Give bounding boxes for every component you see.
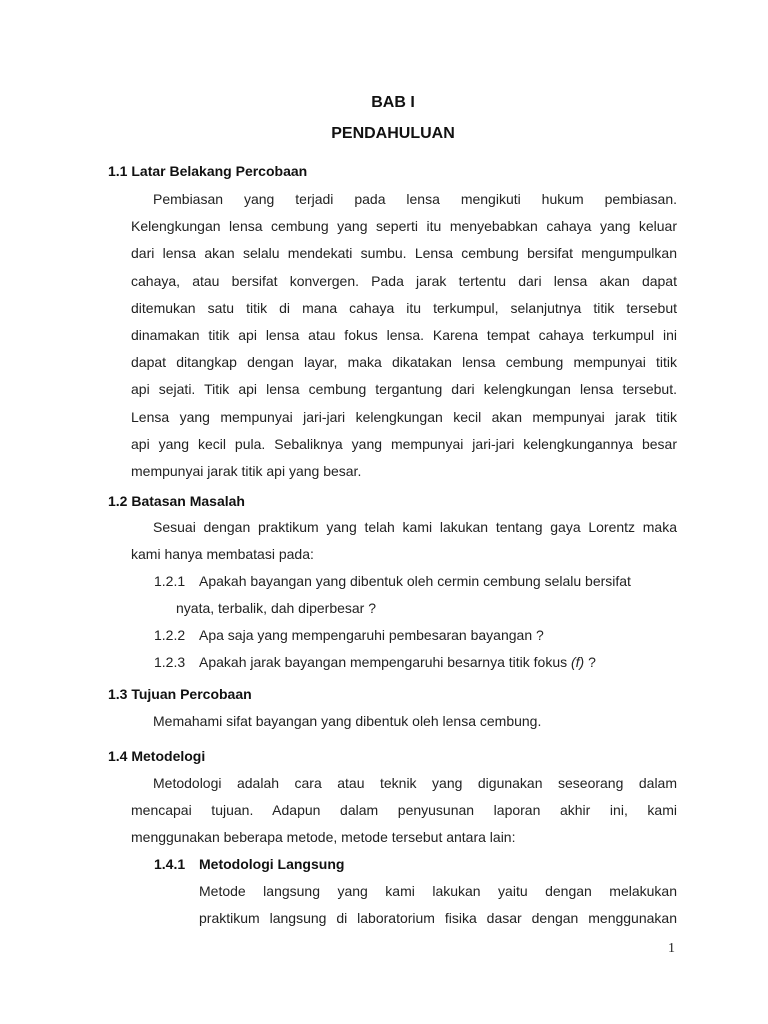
- paragraph-line: dari lensa akan selalu mendekati sumbu. Lensa cembung bersifat mengumpulkan: [131, 245, 677, 262]
- list-text: Apa saja yang mempengaruhi pembesaran bayangan ?: [199, 627, 544, 643]
- paragraph-line: Lensa yang mempunyai jari-jari kelengkungan kecil akan mempunyai jarak titik: [131, 408, 677, 425]
- section-1-3-paragraph: [131, 708, 677, 735]
- subsection-title: Metodologi Langsung: [199, 856, 345, 872]
- list-number: 1.2.3: [154, 654, 186, 670]
- section-1-4-paragraph: [131, 770, 677, 852]
- paragraph-line: menggunakan beberapa metode, metode tersebut antara lain:: [131, 829, 516, 846]
- paragraph-line: ditemukan satu titik di mana cahaya itu terkumpul, selanjutnya titik tersebut: [131, 299, 677, 316]
- paragraph-line: Memahami sifat bayangan yang dibentuk oleh lensa cembung.: [153, 713, 542, 729]
- list-item-1-2-3: [154, 649, 596, 676]
- list-number: 1.2.2: [154, 627, 186, 643]
- paragraph-line: Kelengkungan lensa cembung yang seperti itu menyebabkan cahaya yang keluar: [131, 218, 677, 235]
- paragraph-line: Metode langsung yang kami lakukan yaitu dengan melakukan: [199, 883, 677, 899]
- paragraph-line: Sesuai dengan praktikum yang telah kami lakukan tentang gaya Lorentz maka: [153, 519, 677, 535]
- section-1-2-paragraph: [131, 514, 677, 568]
- paragraph-line: cahaya, atau bersifat konvergen. Pada jarak tertentu dari lensa akan dapat: [131, 272, 677, 289]
- list-text-end: ?: [584, 654, 596, 670]
- list-number: 1.2.1: [154, 573, 186, 589]
- section-heading-1-3: 1.3 Tujuan Percobaan: [108, 686, 252, 702]
- paragraph-line: dinamakan titik api lensa atau fokus lensa. Karena tempat cahaya terkumpul ini: [131, 326, 677, 343]
- paragraph-line: Metodologi adalah cara atau teknik yang digunakan seseorang dalam: [153, 775, 677, 791]
- section-1-1-paragraph: [131, 186, 677, 485]
- list-text: Apakah jarak bayangan mempengaruhi besarnya titik fokus: [199, 654, 571, 670]
- chapter-title: PENDAHULUAN: [331, 125, 455, 142]
- subsection-1-4-1-paragraph: [199, 878, 677, 932]
- page-number: 1: [668, 941, 675, 956]
- chapter-label: BAB I: [371, 94, 415, 111]
- subsection-number: 1.4.1: [154, 856, 186, 872]
- section-heading-1-1: 1.1 Latar Belakang Percobaan: [108, 163, 308, 179]
- paragraph-line: Pembiasan yang terjadi pada lensa mengikuti hukum pembiasan.: [153, 191, 677, 207]
- paragraph-line: api yang kecil pula. Sebaliknya yang mempunyai jari-jari kelengkungannya besar: [131, 435, 677, 452]
- paragraph-line: mencapai tujuan. Adapun dalam penyusunan laporan akhir ini, kami: [131, 802, 677, 819]
- list-item-1-2-1: [154, 568, 631, 622]
- paragraph-line: mempunyai jarak titik api yang besar.: [131, 462, 362, 479]
- list-text-continued: nyata, terbalik, dah diperbesar ?: [176, 600, 377, 616]
- paragraph-line: praktikum langsung di laboratorium fisika dasar dengan menggunakan: [199, 910, 677, 927]
- section-heading-1-4: 1.4 Metodelogi: [108, 748, 206, 764]
- focal-symbol: (f): [571, 654, 585, 670]
- list-item-1-2-2: [154, 622, 544, 649]
- paragraph-line: api sejati. Titik api lensa cembung tergantung dari kelengkungan lensa tersebut.: [131, 381, 677, 398]
- paragraph-line: dapat ditangkap dengan layar, maka dikatakan lensa cembung mempunyai titik: [131, 354, 677, 371]
- paragraph-line: kami hanya membatasi pada:: [131, 546, 314, 563]
- list-text: Apakah bayangan yang dibentuk oleh cermin cembung selalu bersifat: [199, 573, 631, 589]
- section-heading-1-2: 1.2 Batasan Masalah: [108, 493, 245, 509]
- subsection-heading-1-4-1: [154, 856, 344, 872]
